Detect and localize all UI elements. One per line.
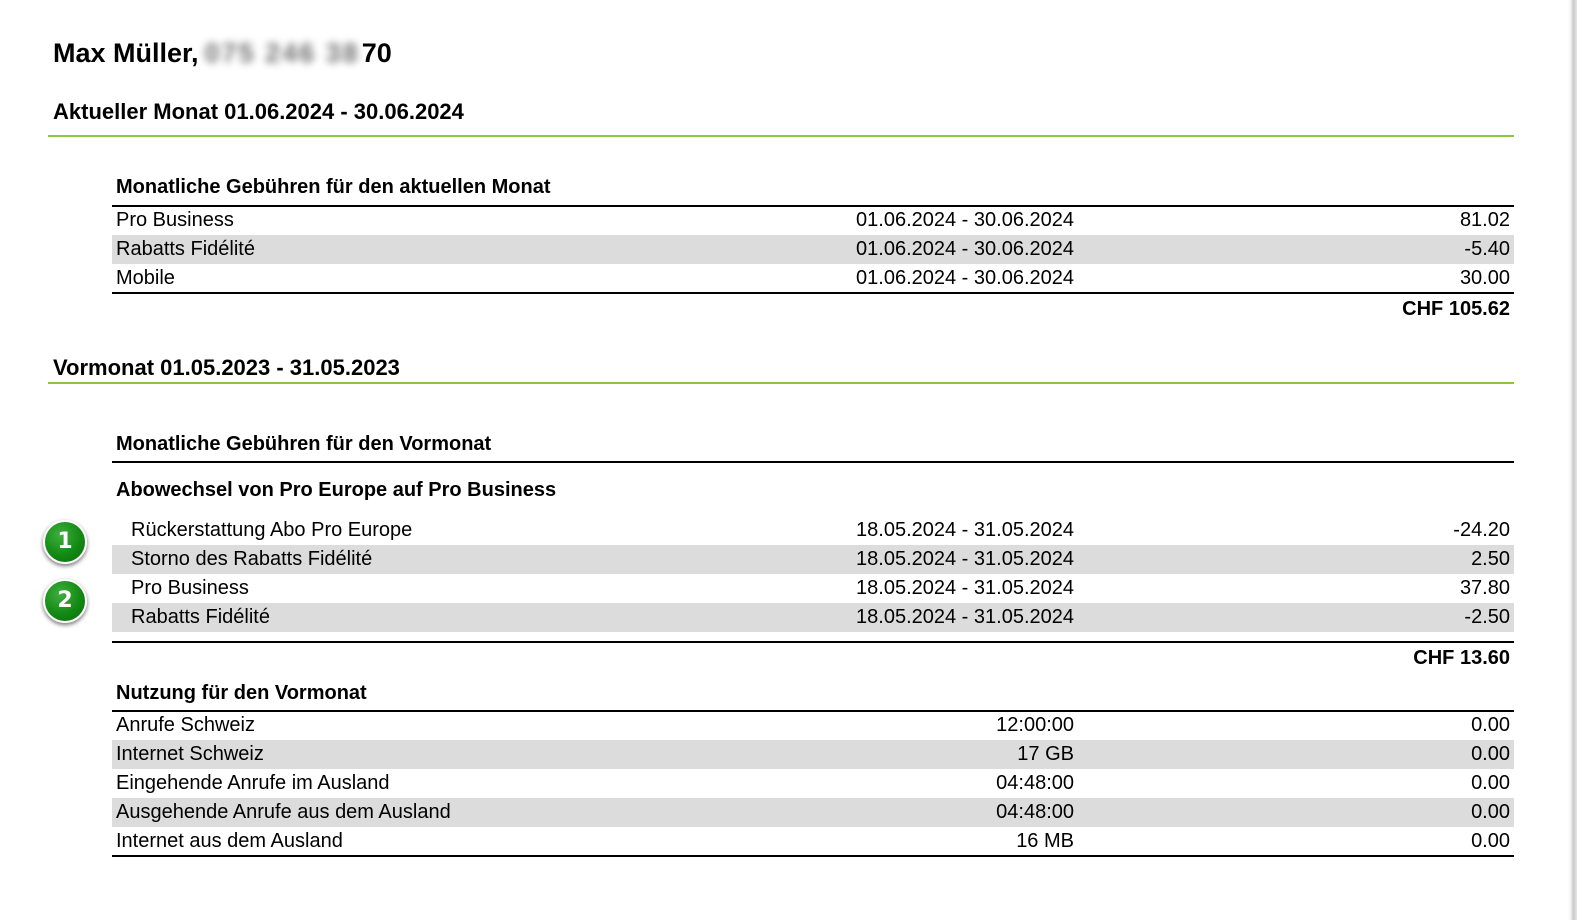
usage-amount: 0.00 — [1471, 830, 1510, 852]
table-row — [112, 711, 1514, 740]
fee-period: 01.06.2024 - 30.06.2024 — [856, 238, 1074, 260]
table-row — [112, 516, 1514, 545]
fee-amount: 81.02 — [1459, 209, 1510, 231]
annotation-badge-1: 1 — [43, 520, 87, 564]
customer-header — [53, 36, 392, 70]
previous-month-title: Vormonat 01.05.2023 - 31.05.2023 — [53, 355, 400, 380]
fee-amount: -24.20 — [1453, 519, 1510, 541]
current-fees-total: CHF 105.62 — [1402, 298, 1510, 320]
current-fees-bottom-rule — [112, 292, 1514, 294]
previous-fees-top-rule — [112, 461, 1514, 463]
usage-value: 12:00:00 — [996, 714, 1074, 736]
usage-amount: 0.00 — [1471, 772, 1510, 794]
page-edge-shadow — [1568, 0, 1577, 920]
plan-change-heading: Abowechsel von Pro Europe auf Pro Business — [116, 479, 557, 501]
usage-heading: Nutzung für den Vormonat — [116, 682, 367, 704]
usage-amount: 0.00 — [1471, 743, 1510, 765]
customer-name: Max Müller, — [53, 38, 199, 68]
annotation-badge-2: 2 — [43, 579, 87, 623]
fee-period: 18.05.2024 - 31.05.2024 — [856, 606, 1074, 628]
table-row — [112, 827, 1514, 856]
fee-label: Storno des Rabatts Fidélité — [131, 548, 373, 570]
usage-label: Anrufe Schweiz — [116, 714, 255, 736]
table-row — [112, 206, 1514, 235]
usage-label: Internet aus dem Ausland — [116, 830, 343, 852]
current-month-divider — [48, 135, 1514, 137]
fee-period: 18.05.2024 - 31.05.2024 — [856, 577, 1074, 599]
current-month-title: Aktueller Monat 01.06.2024 - 30.06.2024 — [53, 99, 464, 124]
fee-label: Rabatts Fidélité — [116, 238, 255, 260]
fee-label: Rückerstattung Abo Pro Europe — [131, 519, 413, 541]
phone-number-suffix: 70 — [361, 38, 392, 68]
fee-period: 01.06.2024 - 30.06.2024 — [856, 209, 1074, 231]
usage-label: Eingehende Anrufe im Ausland — [116, 772, 390, 794]
usage-value: 04:48:00 — [996, 772, 1074, 794]
table-row — [112, 769, 1514, 798]
fee-period: 18.05.2024 - 31.05.2024 — [856, 548, 1074, 570]
usage-amount: 0.00 — [1471, 801, 1510, 823]
usage-value: 04:48:00 — [996, 801, 1074, 823]
table-row — [112, 235, 1514, 264]
fee-amount: -5.40 — [1464, 238, 1510, 260]
table-row — [112, 740, 1514, 769]
usage-value: 16 MB — [1016, 830, 1074, 852]
fee-label: Pro Business — [116, 209, 234, 231]
fee-label: Rabatts Fidélité — [131, 606, 270, 628]
fee-amount: -2.50 — [1464, 606, 1510, 628]
fee-amount: 37.80 — [1459, 577, 1510, 599]
usage-value: 17 GB — [1017, 743, 1074, 765]
table-row — [112, 264, 1514, 293]
usage-amount: 0.00 — [1471, 714, 1510, 736]
usage-label: Internet Schweiz — [116, 743, 264, 765]
fee-period: 01.06.2024 - 30.06.2024 — [856, 267, 1074, 289]
fee-amount: 30.00 — [1459, 267, 1510, 289]
previous-fees-total: CHF 13.60 — [1413, 647, 1510, 669]
usage-label: Ausgehende Anrufe aus dem Ausland — [116, 801, 451, 823]
usage-bottom-rule — [112, 855, 1514, 857]
fee-label: Mobile — [116, 267, 175, 289]
previous-month-divider — [48, 382, 1514, 384]
phone-number-redacted: 075 246 38 — [204, 38, 360, 68]
previous-fees-heading: Monatliche Gebühren für den Vormonat — [116, 433, 492, 455]
table-row — [112, 545, 1514, 574]
table-row — [112, 798, 1514, 827]
table-row — [112, 603, 1514, 632]
table-row — [112, 574, 1514, 603]
fee-label: Pro Business — [131, 577, 249, 599]
fee-amount: 2.50 — [1471, 548, 1510, 570]
current-fees-heading: Monatliche Gebühren für den aktuellen Monat — [116, 176, 551, 198]
previous-fees-bottom-rule — [112, 641, 1514, 643]
fee-period: 18.05.2024 - 31.05.2024 — [856, 519, 1074, 541]
